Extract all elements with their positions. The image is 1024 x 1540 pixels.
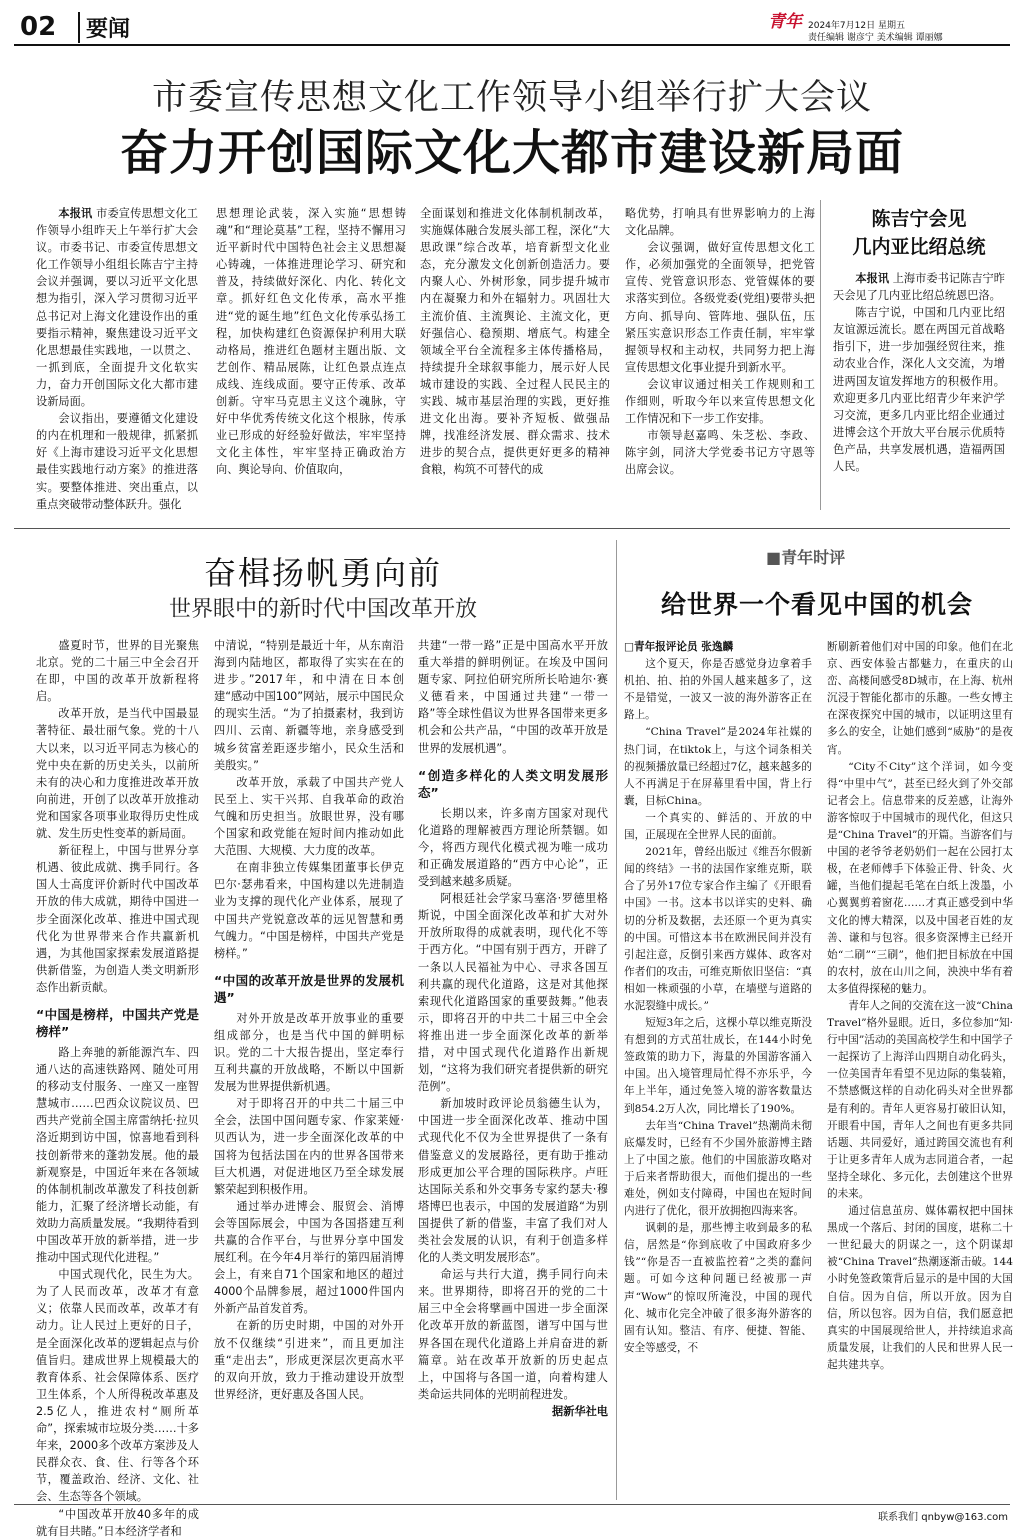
feature-paragraph: 改革开放，承载了中国共产党人民至上、实干兴邦、自我革命的政治气魄和历史担当。放眼世界，没有哪个国家和政党能在短时间内推动如此大范围、大规模、大力度的改革。 <box>214 775 404 858</box>
feature-paragraph: 中国式现代化，民生为大。为了人民而改革，改革才有意义；依靠人民而改革，改革才有动力。让人民过上更好的日子，是全面深化改革的逻辑起点与价值旨归。建成世界上规模最大的教育体系、社会保障体系、医疗卫生体系，个人所得税改革惠及2.5亿人，推进农村“厕所革命”，探索城市垃圾分类……十多年来，2000多个改革方案涉及人民群众衣、食、住、行等各个环节，覆盖政治、经济、文化、社会、生态等各个领域。 <box>36 1268 199 1504</box>
commentary-column-2 <box>827 639 1013 1501</box>
brief-byline: 本报讯 <box>855 272 890 285</box>
subheading: “创造多样化的人类文明发展形态” <box>418 767 608 800</box>
feature-column-2 <box>214 637 404 1502</box>
commentary-paragraph: 讽刺的是，那些博主收到最多的私信，居然是“你到底收了中国政府多少钱”“你是否一直被监控着”之类的蠢问题。可如今这种问题已经被那一声声“Wow”的惊叹所淹没，中国的现代化、城市化完全冲破了很多海外游客的固有认知。整洁、有序、便捷、智能、安全等感受，不 <box>624 1222 812 1354</box>
lead-paragraph: 会议审议通过相关工作规则和工作细则，听取今年以来宣传思想文化工作情况和下一步工作安排。 <box>625 377 815 426</box>
commentary-paragraph: 一个真实的、鲜活的、开放的中国，正展现在全世界人民的面前。 <box>624 811 812 842</box>
subheading: “中国是榜样，中国共产党是榜样” <box>36 1006 199 1039</box>
footer-contact: 联系我们 qnbyw@163.com <box>878 1512 1008 1523</box>
feature-paragraph: 在南非独立传媒集团董事长伊克巴尔·瑟弗看来，中国构建以先进制造业为支撑的现代化产业体系，展现了中国共产党锐意改革的远见智慧和勇气魄力。“中国是榜样，中国共产党是榜样。” <box>214 861 404 960</box>
lead-paragraph: 会议指出，要遵循文化建设的内在机理和一般规律，抓紧抓好《上海市建设习近平文化思想最佳实践地行动方案》的推进落实。要整体推进、突出重点，以重点突破带动整体跃升。强化 <box>36 412 198 511</box>
feature-column-1 <box>36 637 199 1538</box>
feature-dek: 世界眼中的新时代中国改革开放 <box>168 597 477 622</box>
feature-paragraph: 阿根廷社会学家马塞洛·罗德里格斯说，中国全面深化改革和扩大对外开放所取得的成就表明，现代化不等于西方化。“中国有别于西方，开辟了一条以人民福祉为中心、寻求各国互利共赢的现代化道路，这是对其他探索现代化道路国家的重要鼓舞。”他表示，即将召开的中共二十届三中全会将推出进一步全面深化改革的新举措，对中国式现代化道路作出新规划，“这将为我们研究者提供新的研究范例”。 <box>418 892 608 1094</box>
commentary-headline: 给世界一个看见中国的机会 <box>660 590 973 619</box>
commentary-paragraph: 青年人之间的交流在这一波“China Travel”格外显眼。近日，多位参加“知·行中国”活动的美国高校学生和中国学子一起探访了上海洋山四期自动化码头，一位美国青年看望不见边际的集装箱，不禁感慨这样的自动化码头对全世界都是有利的。青年人更容易打破旧认知，开眼看中国，青年人之间也有更多共同话题、共同爱好，通过跨国交流也有利于让更多青年人成为志同道合者，一起坚持全球化、多元化，去创建这个世界的未来。 <box>827 999 1014 1200</box>
commentary-paragraph: “City不City”这个洋词，如今变得“中里中气”，甚至已经火到了外交部记者会上。信息带来的反差感，让海外游客惊叹于中国城市的现代化，但这只是“China Travel”的开篇。当游客们与中国的老爷爷老奶奶们一起在公园打太极，在老师傅手下体验正骨、针灸、火罐，当他们提起毛笔在白纸上泼墨，小心翼翼剪着窗花……才真正感受到中华文化的博大精深，以及中国老百姓的友善、谦和与包容。很多资深博主已经开始“二刷”“三刷”，他们把目标放在中国的农村，放在山川之间，泱泱中华有着太多值得探秘的魅力。 <box>827 760 1013 995</box>
brief-paragraph: 上海市委书记陈吉宁昨天会见了几内亚比绍总统恩巴洛。 <box>833 272 1005 303</box>
lead-column-3 <box>420 205 610 530</box>
commentary-paragraph: 这个夏天，你是否感觉身边拿着手机拍、拍、拍的外国人越来越多了，这不是错觉，一波又一波的海外游客正在路上。 <box>624 658 812 722</box>
commentary-paragraph: 短短3年之后，这棵小草以维克斯没有想到的方式茁壮成长，在144小时免签政策的助力下，海量的外国游客涌入中国。出入境管理局忙得不亦乐乎，今年上半年，通过免签入境的游客数量达到854.2万人次，同比增长了190%。 <box>624 1017 812 1115</box>
feature-paragraph: 改革开放，是当代中国最显著特征、最壮丽气象。党的十八大以来，以习近平同志为核心的党中央在新的历史关头，以前所未有的决心和力度推进改革开放向前进，开创了以改革开放推动党和国家各项事业取得历史性成就、发生历史性变革的新局面。 <box>36 707 199 841</box>
feature-paragraph: 中清说，“特别是最近十年，从东南沿海到内陆地区，都取得了实实在在的进步。”2017年，和中清在日本创建“感动中国100”网站，展示中国民众的现实生活。“为了拍摄素材，我到访四川、云南、新疆等地，亲身感受到城乡贫富差距逐步缩小，民众生活和美殷实。” <box>214 639 404 772</box>
lead-column-4 <box>625 205 815 530</box>
date-line: 2024年7月12日 星期五 <box>808 21 905 31</box>
column-divider <box>616 540 617 1500</box>
lead-column-1 <box>36 205 198 530</box>
column-tag: ■青年时评 <box>766 548 846 567</box>
commentary-paragraph: 去年当“China Travel”热潮尚未彻底爆发时，已经有不少国外旅游博主踏上了中国之旅。他们的中国旅游攻略对于后来者帮助很大，而他们提出的一些难处，例如支付障碍，中国也在短时间内进行了优化，很开放拥抱四海来客。 <box>624 1119 812 1218</box>
feature-column-3 <box>418 637 608 1502</box>
lead-paragraph: 略优势，打响具有世界影响力的上海文化品牌。 <box>625 207 815 238</box>
feature-paragraph: 长期以来，许多南方国家对现代化道路的理解被西方理论所禁锢。如今，将西方现代化模式视为唯一成功和正确发展道路的“西方中心论”，正受到越来越多质疑。 <box>418 806 608 889</box>
brief-headline-line: 陈吉宁会见 <box>871 208 967 230</box>
feature-paragraph: 命运与共行大道，携手同行向未来。世界期待，即将召开的党的二十届三中全会将擘画中国进一步全面深化改革开放的新蓝图，谱写中国与世界各国在现代化道路上并肩奋进的新篇章。站在改革开放新的历史起点上，中国将与各国一道，向着构建人类命运共同体的光明前程进发。 <box>418 1268 608 1401</box>
section-name: 要闻 <box>78 12 130 43</box>
brief-paragraph: 陈吉宁说，中国和几内亚比绍友谊源远流长。愿在两国元首战略指引下，进一步加强经贸往来，推动农业合作，深化人文交流，为增进两国友谊发挥地方的积极作用。欢迎更多几内亚比绍青少年来沪学习交流，更多几内亚比绍企业通过进博会这个开放大平台展示优质特色产品，共享发展机遇，造福两国人民。 <box>833 306 1005 474</box>
brief-headline-line: 几内亚比绍总统 <box>852 236 986 258</box>
commentary-paragraph: 通过信息茧房、媒体霸权把中国抹黑成一个落后、封闭的国度，堪称二十一世纪最大的阴谋之一，这个阴谋却被“China Travel”热潮逐渐击破。144小时免签政策背后显示的是中国的大国自信。因为自信，所以开放。因为自信，所以包容。因为自信，我们愿意把真实的中国展现给世人，并持续追求高质量发展，让我们的人民和世界人民一起共建共享。 <box>827 1205 1013 1371</box>
feature-paragraph: 共建“一带一路”正是中国高水平开放重大举措的鲜明例证。在埃及中国问题专家、阿拉伯研究所所长哈迪尔·赛义德看来，中国通过共建“一带一路”等全球性倡议为世界各国带来更多机会和公共产品，“中国的改革开放是世界的发展机遇”。 <box>418 639 608 755</box>
lead-headline: 奋力开创国际文化大都市建设新局面 <box>119 125 904 181</box>
header-rule <box>14 44 1010 46</box>
commentary-paragraph: 断刷新着他们对中国的印象。他们在北京、西安体验古都魅力，在重庆的山峦、高楼间感受8D城市，在上海、杭州沉浸于智能化都市的乐趣。一些女博主在深夜探究中国的城市，以证明这里有多么的安全，让她们感到“威胁”的是夜宵。 <box>827 641 1013 756</box>
section-rule <box>14 528 1010 529</box>
feature-paragraph: 通过举办进博会、服贸会、消博会等国际展会，中国为各国搭建互利共赢的合作平台，与世界分享中国发展红利。在今年4月举行的第四届消博会上，有来自71个国家和地区的超过4000个品牌参展，超过1000件国内外新产品首发首秀。 <box>214 1199 404 1316</box>
lead-paragraph: 市领导赵嘉鸣、朱芝松、李政、陈宇剑，同济大学党委书记方守恩等出席会议。 <box>625 429 815 477</box>
source-credit: 据新华社电 <box>552 1404 608 1418</box>
lead-column-2 <box>216 205 406 530</box>
newspaper-logo <box>768 8 804 34</box>
feature-paragraph: 路上奔驰的新能源汽车、四通八达的高速铁路网、随处可用的移动支付服务、一座又一座智慧城市……巴西众议院议员、巴西共产党前全国主席雷纳托·拉贝洛近期到访中国，惊喜地看到科技创新带来的蓬勃发展。他的最新观察是，中国近年来在各领域的体制机制改革激发了科技创新能力，汇聚了经济增长动能，有效助力高质量发展。“我期待看到中国改革开放的新举措，进一步推动中国式现代化进程。” <box>36 1045 199 1265</box>
brief-headline <box>830 205 1008 261</box>
commentary-paragraph: 2021年，曾经出版过《维吾尔假新闻的终结》一书的法国作家维克斯，联合了另外17位专家合作主编了《开眼看中国》一书。这本书以详实的史料、确切的分析及数据，去还原一个更为真实的中国。可惜这本书在欧洲民间并没有引起注意，反倒引来西方媒体、政客对作者们的攻击，可维克斯依旧坚信：“真相如一株顽强的小草，在墙壁与道路的水泥裂缝中成长。” <box>624 846 812 1012</box>
commentary-column-1 <box>624 639 812 1501</box>
lead-paragraph: 市委宣传思想文化工作领导小组昨天上午举行扩大会议。市委书记、市委宣传思想文化工作领导小组组长陈吉宁主持会议并强调，要以习近平文化思想为指引，深入学习贯彻习近平总书记对上海文化建设作出的重要指示精神，聚焦建设习近平文化思想最佳实践地，一以贯之、一抓到底，全面提升文化软实力，奋力开创国际文化大都市建设新局面。 <box>36 207 198 409</box>
footer-rule <box>14 1504 1010 1505</box>
feature-paragraph: 盛夏时节，世界的目光聚焦北京。党的二十届三中全会召开在即，中国的改革开放新程将启。 <box>36 639 199 704</box>
feature-paragraph: “中国改革开放40多年的成就有目共睹。”日本经济学者和 <box>36 1507 199 1538</box>
issue-date <box>808 20 943 44</box>
feature-paragraph: 对外开放是改革开放事业的重要组成部分，也是当代中国的鲜明标识。党的二十大报告提出，坚定奉行互利共赢的开放战略，不断以中国新发展为世界提供新机遇。 <box>214 1011 404 1094</box>
lead-byline: 本报讯 <box>58 207 93 220</box>
feature-paragraph: 新征程上，中国与世界分享机遇、彼此成就、携手同行。各国人士高度评价新时代中国改革开放的伟大成就，期待中国进一步全面深化改革、推进中国式现代化为世界带来合作共赢新机遇，为其他国家探索发展道路提供新借鉴，为创造人类文明新形态作出新贡献。 <box>36 844 199 994</box>
brief-body <box>833 270 1005 510</box>
lead-paragraph: 全面谋划和推进文化体制机制改革，实施媒体融合发展头部工程，深化“大思政课”综合改革，培育新型文化业态，充分激发文化创新创造活力。要内聚人心、外树形象，同步提升城市内在凝聚力和外在辐射力。巩固壮大主流价值、主流舆论、主流文化，更好强信心、稳预期、增底气。构建全领域全平台全流程多主体传播格局，持续提升全球叙事能力，展示好人民城市建设的实践、全过程人民民主的实践、城市基层治理的实践，更好推进文化出海。要补齐短板、做强品牌，找准经济发展、群众需求、技术进步的契合点，提供更好更多的精神食粮，构筑不可替代的成 <box>420 207 610 477</box>
feature-paragraph: 在新的历史时期，中国的对外开放不仅继续“引进来”，而且更加注重“走出去”，形成更深层次更高水平的双向开放，致力于推动建设开放型世界经济，更好惠及各国人民。 <box>214 1319 404 1401</box>
commentary-paragraph: “China Travel”是2024年社媒的热门词，在tiktok上，与这个词条相关的视频播放量已经超过7亿，越来越多的人不再满足于在屏幕里看中国，背上行囊，目标China。 <box>624 726 812 807</box>
commentary-byline: □青年报评论员 张逸麟 <box>624 641 734 653</box>
editors-line: 责任编辑 谢彦宁 美术编辑 谭丽娜 <box>808 33 943 43</box>
feature-paragraph: 对于即将召开的中共二十届三中全会，法国中国问题专家、作家莱娅·贝西认为，进一步全面深化改革的中国将为包括法国在内的世界各国带来巨大机遇，对促进地区乃至全球发展繁荣起到积极作用。 <box>214 1097 404 1196</box>
svg-text:青年: 青年 <box>768 12 802 32</box>
lead-paragraph: 会议强调，做好宣传思想文化工作，必须加强党的全面领导，把党管宣传、党管意识形态、党管媒体的要求落实到位。各级党委(党组)要带头把方向、抓导向、管阵地、强队伍，压紧压实意识形态工作责任制，牢牢掌握领导权和主动权，共同努力把上海宣传思想文化事业提升到新水平。 <box>625 241 815 374</box>
feature-headline: 奋楫扬帆勇向前 <box>203 554 442 592</box>
page-number: 02 <box>20 12 57 42</box>
lead-paragraph: 思想理论武装，深入实施“思想铸魂”和“理论莫基”工程，坚持不懈用习近平新时代中国特色社会主义思想凝心铸魂，一体推进理论学习、研究和普及，持续做好深化、内化、转化文章。抓好红色文化传承，高水平推进“党的诞生地”红色文化传承弘扬工程，加快构建红色资源保护利用大联动格局，推进红色题材主题出版、文艺创作、精品展陈，让红色景点连点成线、连线成面。要守正传承、改革创新。守牢马克思主义这个魂脉，守好中华优秀传统文化这个根脉，传承业已形成的好经验好做法，牢牢坚持文化主体性，牢牢坚持正确政治方向、舆论导向、价值取向， <box>216 207 406 477</box>
column-divider <box>820 200 821 510</box>
subheading: “中国的改革开放是世界的发展机遇” <box>214 972 404 1005</box>
lead-kicker: 市委宣传思想文化工作领导小组举行扩大会议 <box>151 78 872 118</box>
feature-paragraph: 新加坡时政评论员翁德生认为，中国进一步全面深化改革、推动中国式现代化不仅为全世界提供了一条有借鉴意义的发展路径，更有助于推动形成更加公平合理的国际秩序。卢旺达国际关系和外交事务专家约瑟夫·穆塔博巴也表示，中国的发展道路“为别国提供了新的借鉴，丰富了我们对人类社会发展的认识，有利于创造多样化的人类文明发展形态”。 <box>418 1097 608 1265</box>
